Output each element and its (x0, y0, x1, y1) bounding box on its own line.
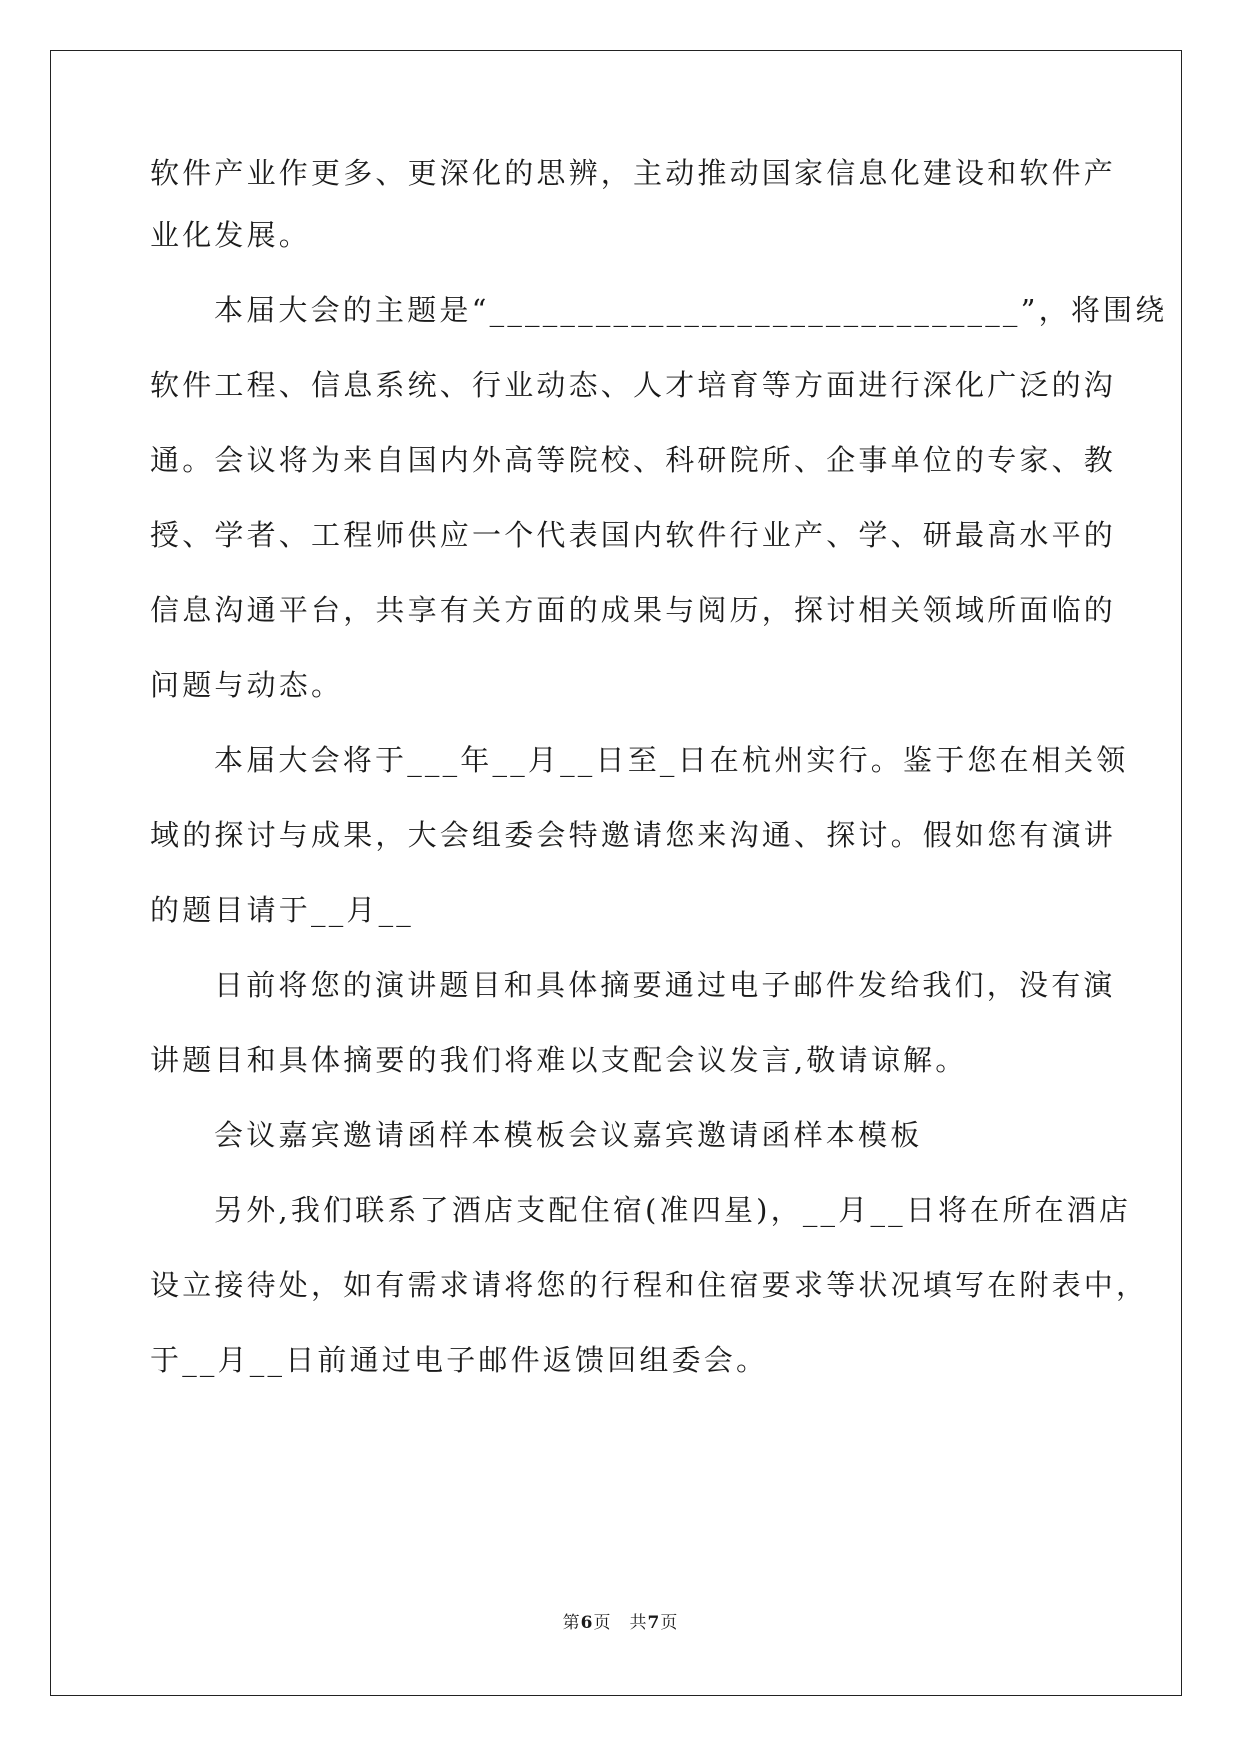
text-line: 软件产业作更多、更深化的思辨，主动推动国家信息化建设和软件产 (150, 156, 1117, 190)
paragraph-line: 日前将您的演讲题目和具体摘要通过电子邮件发给我们，没有演 (214, 968, 1116, 1002)
text-line: 设立接待处，如有需求请将您的行程和住宿要求等状况填写在附表中， (150, 1268, 1149, 1302)
text-line: 业化发展。 (150, 218, 312, 252)
page-current: 6 (580, 1613, 594, 1633)
text-line: 的题目请于__月__ (150, 893, 415, 927)
page-suffix: 页 (660, 1613, 679, 1633)
paragraph-line: 本届大会将于___年__月__日至_日在杭州实行。鉴于您在相关领 (214, 743, 1129, 777)
text-line: 于__月__日前通过电子邮件返馈回组委会。 (150, 1343, 769, 1377)
text-line: 问题与动态。 (150, 668, 344, 702)
text-line: 讲题目和具体摘要的我们将难以支配会议发言,敬请谅解。 (150, 1043, 968, 1077)
text-line: 信息沟通平台，共享有关方面的成果与阅历，探讨相关领域所面临的 (150, 593, 1117, 627)
page-total: 7 (647, 1613, 661, 1633)
paragraph-line: 另外,我们联系了酒店支配住宿(准四星)，__月__日将在所在酒店 (214, 1193, 1132, 1227)
page-footer (0, 1608, 1241, 1633)
text-line: 域的探讨与成果，大会组委会特邀请您来沟通、探讨。假如您有演讲 (150, 818, 1117, 852)
text-line: 通。会议将为来自国内外高等院校、科研院所、企事单位的专家、教 (150, 443, 1117, 477)
paragraph-line: 本届大会的主题是“______________________________”，将围绕 (214, 293, 1168, 327)
text-line: 授、学者、工程师供应一个代表国内软件行业产、学、研最高水平的 (150, 518, 1117, 552)
paragraph-line: 会议嘉宾邀请函样本模板会议嘉宾邀请函样本模板 (214, 1118, 923, 1152)
page-mid: 页 共 (593, 1613, 648, 1633)
page-prefix: 第 (562, 1613, 581, 1633)
text-line: 软件工程、信息系统、行业动态、人才培育等方面进行深化广泛的沟 (150, 368, 1117, 402)
